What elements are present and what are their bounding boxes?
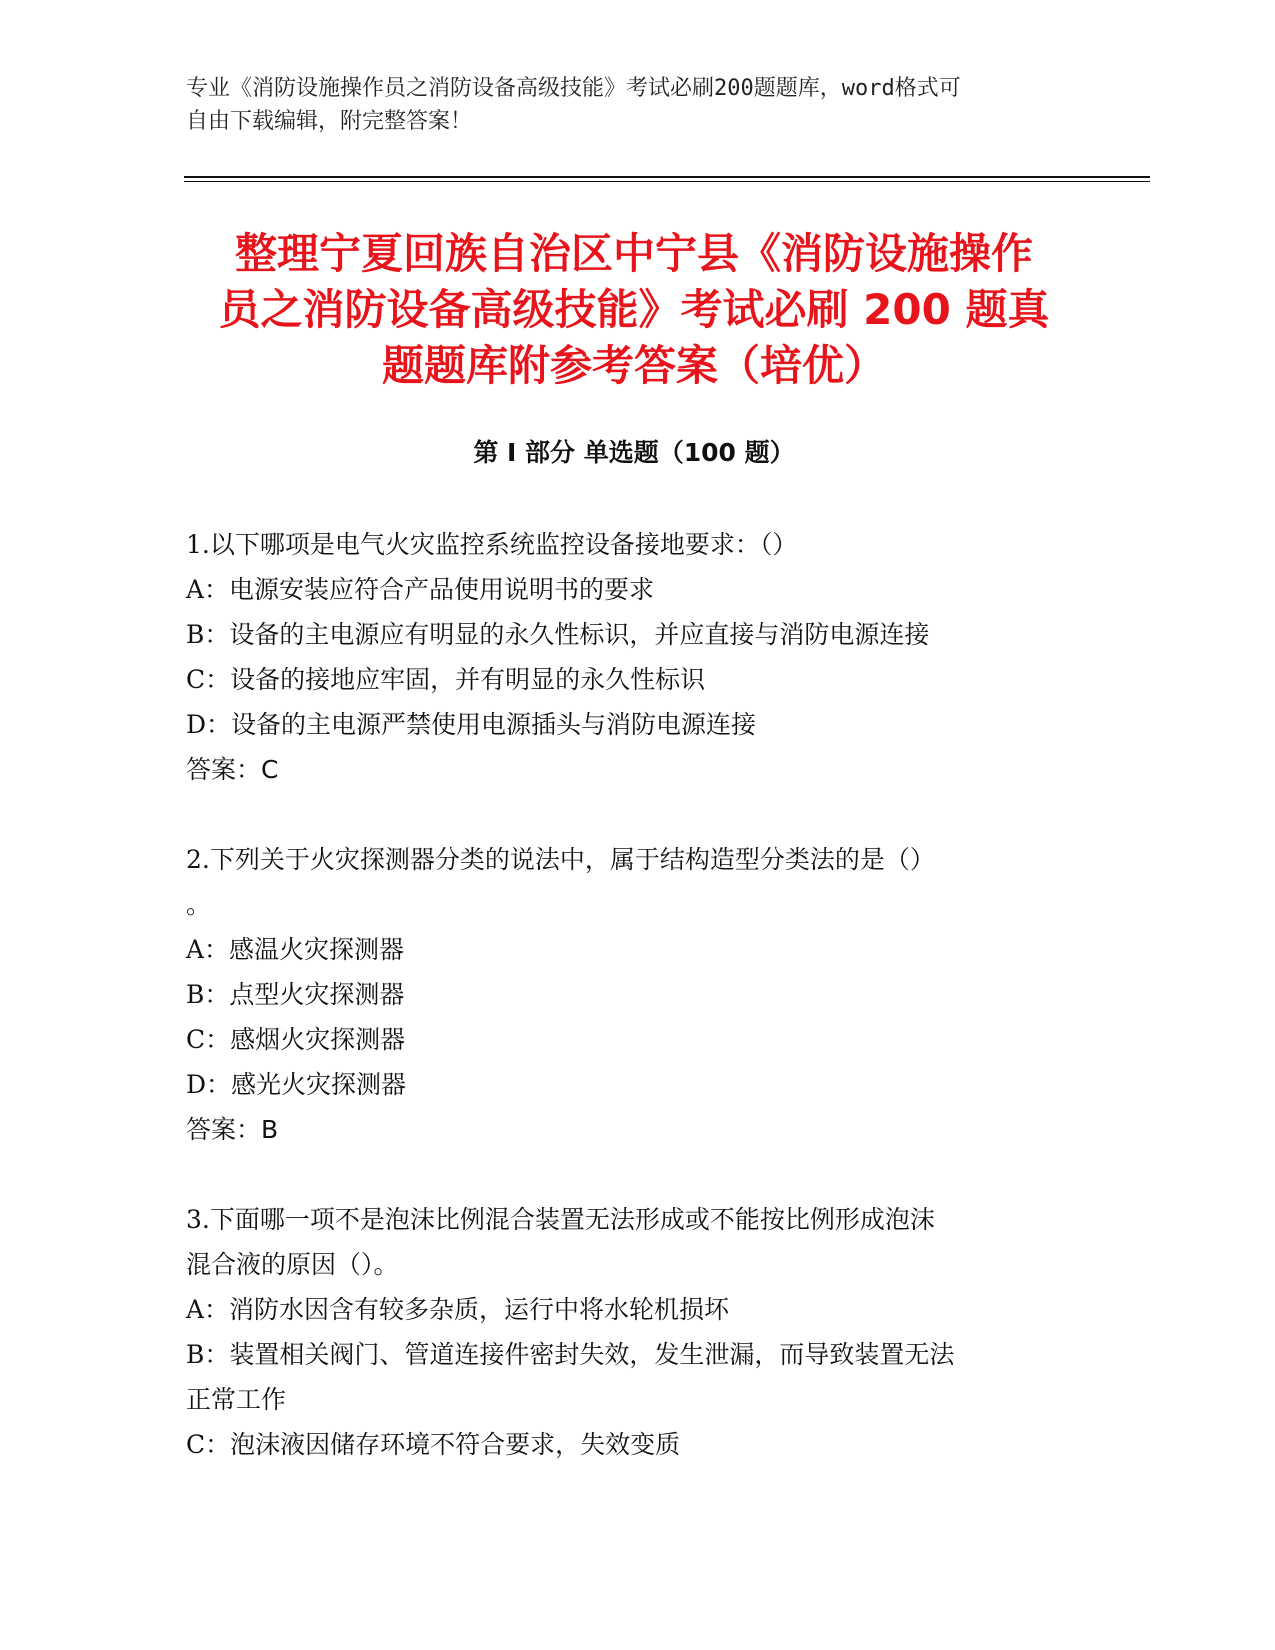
question-stem: 3.下面哪一项不是泡沫比例混合装置无法形成或不能按比例形成泡沫: [186, 1205, 935, 1234]
option-c: C：感烟火灾探测器: [186, 1025, 406, 1054]
answer: 答案：B: [186, 1115, 279, 1144]
question-stem: 2.下列关于火灾探测器分类的说法中，属于结构造型分类法的是（）: [186, 845, 935, 874]
option-b: B：设备的主电源应有明显的永久性标识，并应直接与消防电源连接: [186, 620, 930, 649]
option-b-continued: 正常工作: [186, 1385, 287, 1414]
question-3: [186, 1197, 1086, 1467]
document-title-line: 员之消防设备高级技能》考试必刷 200 题真: [218, 285, 1050, 334]
header-divider-thin: [184, 181, 1150, 182]
question-stem-continued: 混合液的原因（）。: [186, 1250, 399, 1279]
option-a: A：电源安装应符合产品使用说明书的要求: [186, 575, 655, 604]
option-a: A：感温火灾探测器: [186, 935, 405, 964]
option-c: C：设备的接地应牢固，并有明显的永久性标识: [186, 665, 706, 694]
spacer: [186, 792, 1086, 837]
header-note-line: 专业《消防设施操作员之消防设备高级技能》考试必刷200题题库，word格式可: [186, 76, 961, 101]
header-divider: [184, 176, 1150, 178]
document-title: [184, 226, 1084, 394]
option-c: C：泡沫液因储存环境不符合要求，失效变质: [186, 1430, 681, 1459]
option-b: B：点型火灾探测器: [186, 980, 405, 1009]
option-b: B：装置相关阀门、管道连接件密封失效，发生泄漏，而导致装置无法: [186, 1340, 955, 1369]
document-title-line: 题题库附参考答案（培优）: [381, 341, 886, 390]
header-note: [186, 72, 1086, 138]
question-list: [186, 522, 1086, 1467]
section-heading: 第 I 部分 单选题（100 题）: [473, 438, 795, 467]
answer: 答案：C: [186, 755, 279, 784]
option-d: D：感光火灾探测器: [186, 1070, 407, 1099]
option-a: A：消防水因含有较多杂质，运行中将水轮机损坏: [186, 1295, 730, 1324]
option-d: D：设备的主电源严禁使用电源插头与消防电源连接: [186, 710, 757, 739]
document-title-line: 整理宁夏回族自治区中宁县《消防设施操作: [234, 229, 1033, 278]
question-2: [186, 837, 1086, 1152]
question-1: [186, 522, 1086, 792]
question-stem: 1.以下哪项是电气火灾监控系统监控设备接地要求：（）: [186, 530, 798, 559]
header-note-line: 自由下载编辑，附完整答案！: [186, 109, 473, 134]
question-stem-continued: 。: [186, 890, 212, 919]
spacer: [186, 1152, 1086, 1197]
